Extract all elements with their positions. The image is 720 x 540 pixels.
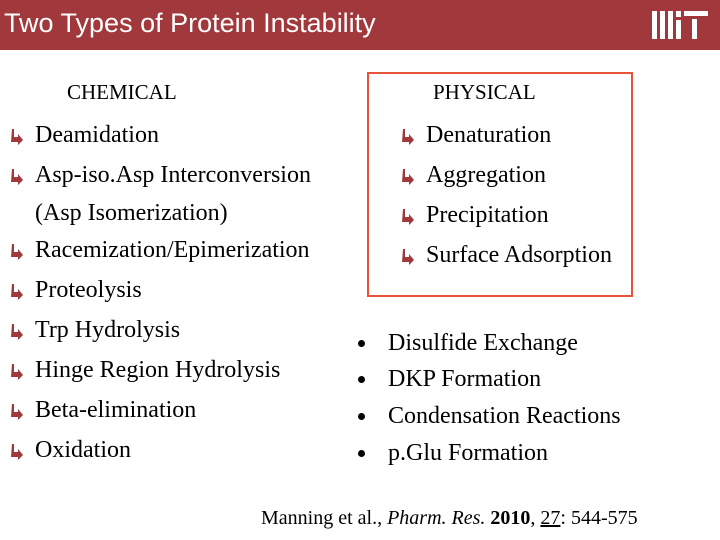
list-item: Aggregation [426,162,546,188]
arrow-bullet-icon [9,169,23,185]
physical-heading: PHYSICAL [433,80,536,104]
list-item: Disulfide Exchange [388,330,578,356]
list-item: Racemization/Epimerization [35,237,310,263]
title-bar [0,0,720,52]
bullet-dot-icon [358,340,365,347]
list-item: Beta-elimination [35,397,197,423]
chemical-heading: CHEMICAL [67,80,177,104]
mit-logo-icon [650,9,712,41]
list-item: Surface Adsorption [426,242,612,268]
list-item: Oxidation [35,437,131,463]
list-item: Denaturation [426,122,552,148]
arrow-bullet-icon [400,169,414,185]
arrow-bullet-icon [400,209,414,225]
slide-title: Two Types of Protein Instability [4,8,376,38]
arrow-bullet-icon [400,129,414,145]
list-item: Proteolysis [35,277,142,303]
arrow-bullet-icon [400,249,414,265]
arrow-bullet-icon [9,364,23,380]
arrow-bullet-icon [9,324,23,340]
bullet-dot-icon [358,413,365,420]
arrow-bullet-icon [9,444,23,460]
list-item: Deamidation [35,122,159,148]
citation-journal: Pharm. Res. [387,507,486,529]
arrow-bullet-icon [9,129,23,145]
citation-year: 2010 [490,507,531,529]
bullet-dot-icon [358,376,365,383]
list-item: Condensation Reactions [388,403,621,429]
citation-pages: : 544-575 [560,507,638,529]
list-item-continuation: (Asp Isomerization) [35,200,228,226]
list-item: Precipitation [426,202,549,228]
list-item: Trp Hydrolysis [35,317,181,343]
citation: Manning et al., Pharm. Res. 2010, 27: 544-575 [261,507,638,529]
arrow-bullet-icon [9,284,23,300]
bullet-dot-icon [358,450,365,457]
list-item: p.Glu Formation [388,440,548,466]
list-item: Asp-iso.Asp Interconversion [35,162,311,188]
citation-authors: Manning et al., [261,507,388,529]
citation-volume: 27 [540,507,561,529]
arrow-bullet-icon [9,404,23,420]
list-item: Hinge Region Hydrolysis [35,357,281,383]
list-item: DKP Formation [388,366,542,392]
arrow-bullet-icon [9,244,23,260]
